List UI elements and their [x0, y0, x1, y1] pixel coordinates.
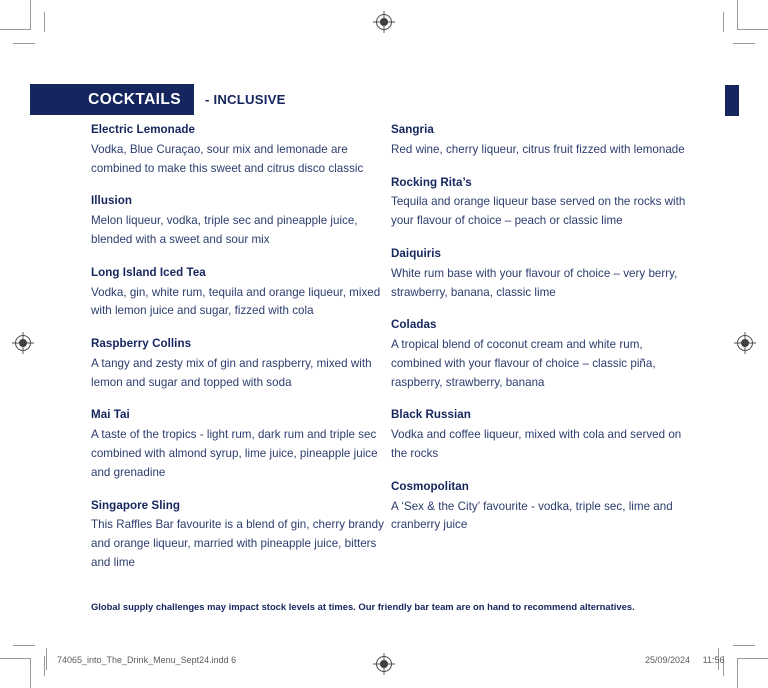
menu-item-name: Daiquiris — [391, 246, 442, 260]
menu-column-left — [91, 122, 386, 573]
slug-date: 25/09/2024 — [645, 655, 691, 665]
menu-item-name: Cosmopolitan — [391, 479, 469, 493]
slug-page-number: 6 — [231, 655, 237, 665]
menu-item-description: Vodka and coffee liqueur, mixed with cola and served on the rocks — [391, 428, 682, 461]
menu-item-description: A ‘Sex & the City’ favourite - vodka, triple sec, lime and cranberry juice — [391, 499, 673, 532]
menu-item — [391, 479, 686, 535]
menu-item — [91, 407, 386, 482]
menu-item-name: Coladas — [391, 318, 437, 332]
menu-item-name: Rocking Rita’s — [391, 175, 472, 189]
crop-mark-bottom-left-vertical — [30, 658, 31, 688]
menu-item — [391, 317, 686, 392]
menu-item — [391, 407, 686, 463]
menu-item — [91, 193, 386, 249]
menu-item-name: Long Island Iced Tea — [91, 265, 206, 279]
crop-mark-top-left-horizontal — [0, 29, 30, 30]
registration-mark-left-center — [12, 332, 34, 354]
menu-item — [391, 246, 686, 302]
menu-item-description: Vodka, Blue Curaçao, sour mix and lemonade are combined to make this sweet and citrus disco classic — [91, 142, 364, 175]
menu-item-description: This Raffles Bar favourite is a blend of gin, cherry brandy and orange liqueur, married with pineapple juice, bitters and lime — [91, 518, 384, 569]
crop-mark-bottom-right-horizontal — [738, 658, 768, 659]
registration-mark-top-center — [373, 11, 395, 33]
menu-item — [91, 122, 386, 178]
menu-item-description: A tangy and zesty mix of gin and raspberry, mixed with lemon and sugar and topped with soda — [91, 356, 372, 389]
menu-item — [91, 336, 386, 392]
menu-item-description: Red wine, cherry liqueur, citrus fruit fizzed with lemonade — [391, 142, 685, 156]
bleed-mark-bottom-left-horizontal — [13, 645, 35, 646]
menu-item-description: A tropical blend of coconut cream and white rum, combined with your flavour of choice – classic piña, raspberry, strawberry, banana — [391, 338, 656, 389]
menu-item — [91, 265, 386, 321]
menu-item-name: Electric Lemonade — [91, 123, 195, 136]
slug-filename-group — [57, 655, 236, 665]
crop-mark-bottom-left-horizontal — [0, 658, 30, 659]
menu-item-description: A taste of the tropics - light rum, dark rum and triple sec combined with almond syrup, lime juice, pineapple juice and grenadine — [91, 428, 378, 479]
crop-mark-top-right-vertical — [737, 0, 738, 30]
bleed-mark-top-left-vertical — [44, 12, 45, 32]
menu-item — [391, 175, 686, 231]
menu-item-name: Raspberry Collins — [91, 337, 192, 351]
supply-disclaimer: Global supply challenges may impact stock levels at times. Our friendly bar team are on hand to recommend alternatives. — [91, 601, 635, 612]
crop-mark-top-right-horizontal — [738, 29, 768, 30]
bleed-mark-top-right-horizontal — [733, 43, 755, 44]
slug-timestamp-group — [645, 655, 724, 665]
bleed-mark-bottom-right-horizontal — [733, 645, 755, 646]
menu-item-name: Black Russian — [391, 408, 471, 422]
menu-column-right — [391, 122, 686, 535]
section-header-banner — [30, 84, 194, 115]
menu-item-name: Illusion — [91, 194, 132, 208]
menu-item-description: White rum base with your flavour of choice – very berry, strawberry, banana, classic lime — [391, 266, 678, 299]
section-title: COCKTAILS — [88, 90, 181, 108]
menu-item-name: Mai Tai — [91, 408, 130, 422]
bleed-mark-bottom-left-vertical — [44, 656, 45, 676]
menu-item-description: Tequila and orange liqueur base served on the rocks with your flavour of choice – peach or classic lime — [391, 195, 686, 228]
page-edge-tab — [725, 85, 739, 116]
menu-item — [391, 122, 686, 160]
slug-time: 11:56 — [702, 655, 725, 665]
menu-item-name: Sangria — [391, 123, 434, 136]
bleed-mark-top-right-vertical — [723, 12, 724, 32]
bleed-mark-top-left-horizontal — [13, 43, 35, 44]
menu-item-name: Singapore Sling — [91, 498, 180, 512]
registration-mark-right-center — [734, 332, 756, 354]
crop-mark-bottom-right-vertical — [737, 658, 738, 688]
menu-item-description: Vodka, gin, white rum, tequila and orange liqueur, mixed with lemon juice and sugar, fizzed with cola — [91, 285, 381, 318]
slug-filename: 74065_into_The_Drink_Menu_Sept24.indd — [57, 655, 229, 665]
menu-item — [91, 498, 386, 573]
crop-mark-top-left-vertical — [30, 0, 31, 30]
slug-rule-left — [46, 648, 47, 670]
section-subtitle: - INCLUSIVE — [205, 92, 286, 107]
registration-mark-bottom-center — [373, 653, 395, 675]
section-header — [30, 84, 286, 115]
menu-item-description: Melon liqueur, vodka, triple sec and pineapple juice, blended with a sweet and sour mix — [91, 214, 358, 246]
